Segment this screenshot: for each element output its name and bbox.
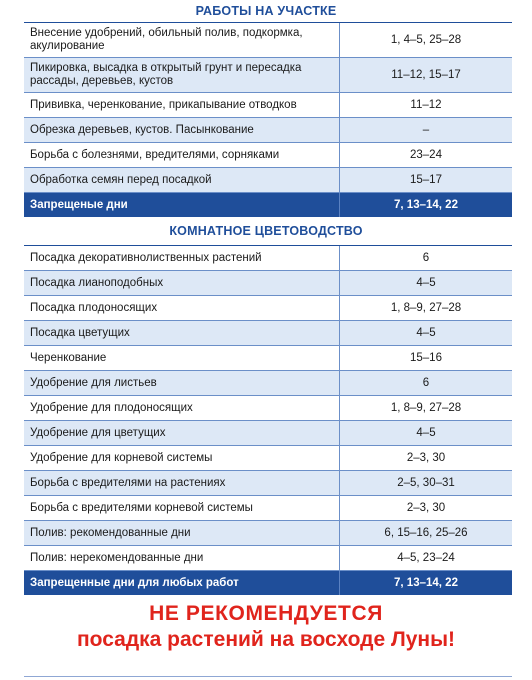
work-cell: Удобрение для листьев <box>24 371 340 395</box>
days-cell: 1, 4–5, 25–28 <box>390 34 462 46</box>
work-cell: Посадка лианоподобных <box>24 271 340 295</box>
days-cell: 2–3, 30 <box>406 502 446 514</box>
days-cell: 2–5, 30–31 <box>397 477 455 489</box>
work-cell: Удобрение для плодоносящих <box>24 396 340 420</box>
forbidden-label: Запрещеные дни <box>24 193 340 217</box>
warning-note <box>0 601 532 653</box>
days-cell: 15–16 <box>410 352 442 364</box>
days-cell: 2–3, 30 <box>406 452 446 464</box>
days-cell: 6 <box>422 252 430 264</box>
work-cell: Удобрение для корневой системы <box>24 446 340 470</box>
indoor-section-title: КОМНАТНОЕ ЦВЕТОВОДСТВО <box>169 224 363 238</box>
forbidden-days: 7, 13–14, 22 <box>394 199 458 211</box>
forbidden-days: 7, 13–14, 22 <box>394 577 458 589</box>
work-cell: Удобрение для цветущих <box>24 421 340 445</box>
table-row <box>24 246 512 271</box>
days-cell: 1, 8–9, 27–28 <box>390 402 462 414</box>
forbidden-label: Запрещенные дни для любых работ <box>24 571 340 595</box>
days-cell: 4–5 <box>416 277 436 289</box>
table-row <box>24 271 512 296</box>
work-cell: Черенкование <box>24 346 340 370</box>
table-row <box>24 396 512 421</box>
days-cell: 1, 8–9, 27–28 <box>390 302 462 314</box>
days-cell: 4–5 <box>416 327 436 339</box>
work-cell: Посадка декоративнолиственных растений <box>24 246 340 270</box>
work-cell: Борьба с болезнями, вредителями, сорняками <box>24 143 340 167</box>
table-row <box>24 118 512 143</box>
table-row <box>24 321 512 346</box>
work-cell: Полив: рекомендованные дни <box>24 521 340 545</box>
indoor-table <box>24 245 512 595</box>
table-row <box>24 296 512 321</box>
bottom-divider <box>24 676 512 677</box>
work-cell: Полив: нерекомендованные дни <box>24 546 340 570</box>
work-cell: Борьба с вредителями на растениях <box>24 471 340 495</box>
work-cell: Обработка семян перед посадкой <box>24 168 340 192</box>
days-cell: 6 <box>422 377 430 389</box>
table-row <box>24 521 512 546</box>
days-cell: 4–5 <box>416 427 436 439</box>
work-cell: Посадка плодоносящих <box>24 296 340 320</box>
table-row <box>24 496 512 521</box>
table-row <box>24 546 512 571</box>
table-row <box>24 23 512 58</box>
days-cell: 15–17 <box>410 174 442 186</box>
days-cell: – <box>422 124 430 136</box>
garden-section-title: РАБОТЫ НА УЧАСТКЕ <box>195 4 337 18</box>
days-cell: 23–24 <box>410 149 442 161</box>
warning-note-line2: посадка растений на восходе Луны! <box>76 628 456 651</box>
warning-note-line1: НЕ РЕКОМЕНДУЕТСЯ <box>149 602 383 625</box>
days-cell: 6, 15–16, 25–26 <box>384 527 468 539</box>
table-row <box>24 168 512 193</box>
days-cell: 4–5, 23–24 <box>397 552 455 564</box>
days-cell: 11–12, 15–17 <box>391 69 461 81</box>
work-cell: Посадка цветущих <box>24 321 340 345</box>
work-cell: Борьба с вредителями корневой системы <box>24 496 340 520</box>
work-cell: Пикировка, высадка в открытый грунт и пересадка рассады, деревьев, кустов <box>24 58 340 92</box>
work-cell: Внесение удобрений, обильный полив, подкормка, акулирование <box>24 23 340 57</box>
work-cell: Обрезка деревьев, кустов. Пасынкование <box>24 118 340 142</box>
table-row <box>24 93 512 118</box>
table-row <box>24 58 512 93</box>
garden-table <box>24 22 512 217</box>
table-row <box>24 471 512 496</box>
table-row <box>24 421 512 446</box>
table-row <box>24 143 512 168</box>
work-cell: Прививка, черенкование, прикапывание отводков <box>24 93 340 117</box>
table-row <box>24 371 512 396</box>
days-cell: 11–12 <box>410 99 442 111</box>
forbidden-days-row <box>24 193 512 217</box>
table-row <box>24 446 512 471</box>
forbidden-days-row <box>24 571 512 595</box>
table-row <box>24 346 512 371</box>
